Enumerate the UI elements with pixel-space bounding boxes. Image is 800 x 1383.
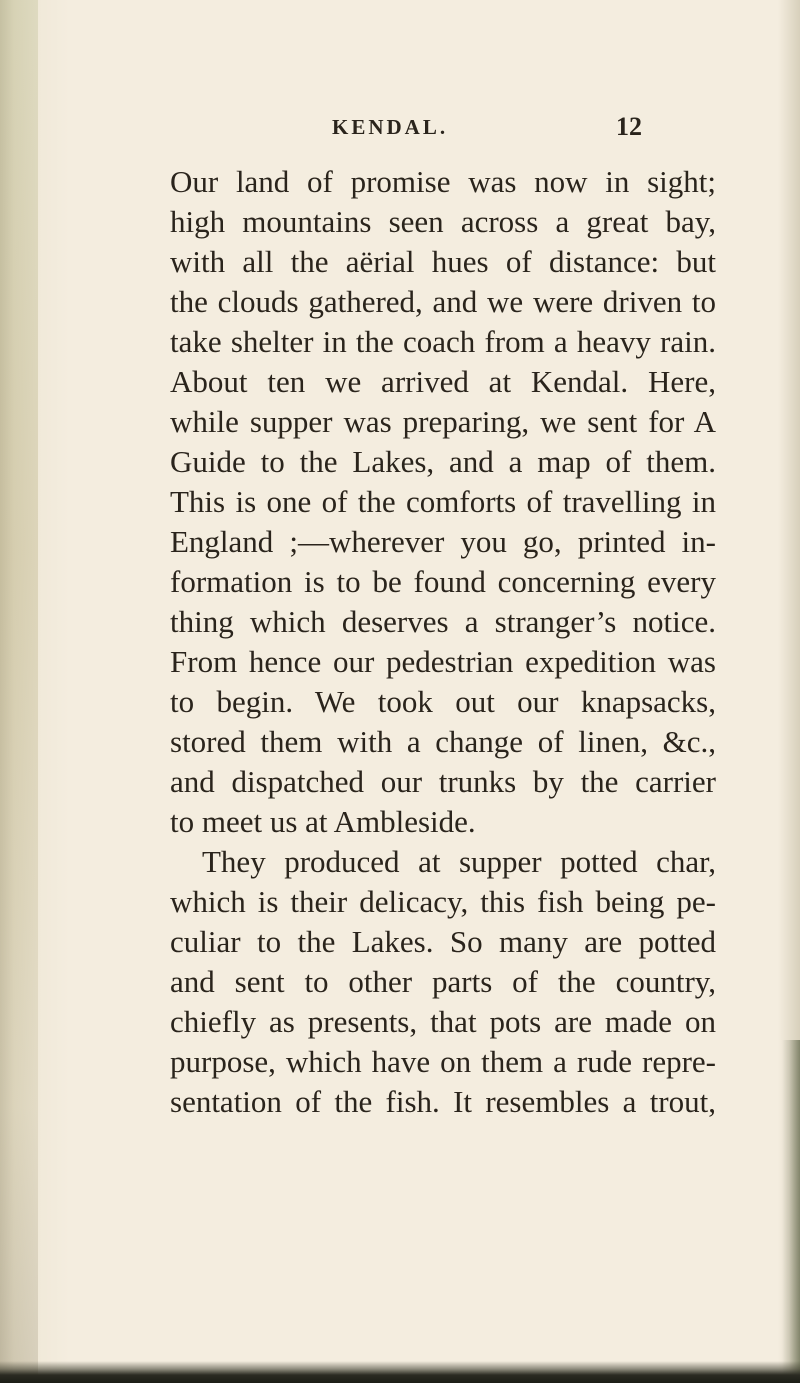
- text-line: the clouds gathered, and we were driven to: [170, 284, 716, 319]
- text-line: They produced at supper potted char,: [202, 844, 716, 879]
- right-page-edge: [782, 1040, 800, 1383]
- text-line: to meet us at Ambleside.: [170, 804, 476, 839]
- text-line: From hence our pedestrian expedition was: [170, 644, 716, 679]
- text-line: This is one of the comforts of travelling in: [170, 484, 716, 519]
- text-line: thing which deserves a stranger’s notice.: [170, 604, 716, 639]
- body-text: [170, 162, 716, 1122]
- text-line: About ten we arrived at Kendal. Here,: [170, 364, 716, 399]
- text-line: culiar to the Lakes. So many are potted: [170, 924, 716, 959]
- text-line: high mountains seen across a great bay,: [170, 204, 716, 239]
- text-line: Guide to the Lakes, and a map of them.: [170, 444, 716, 479]
- text-line: sentation of the fish. It resembles a trout,: [170, 1084, 716, 1119]
- text-line: and sent to other parts of the country,: [170, 964, 716, 999]
- running-head: KENDAL.: [332, 115, 449, 139]
- text-line: with all the aërial hues of distance: but: [170, 244, 716, 279]
- text-line: take shelter in the coach from a heavy rain.: [170, 324, 716, 359]
- text-line: stored them with a change of linen, &c.,: [170, 724, 716, 759]
- bottom-page-edge: [0, 1361, 800, 1383]
- page-header: [0, 112, 800, 148]
- left-margin-stain: [0, 0, 38, 1383]
- page-number: 12: [616, 112, 642, 141]
- text-line: while supper was preparing, we sent for A: [170, 404, 716, 439]
- text-line: and dispatched our trunks by the carrier: [170, 764, 716, 799]
- text-line: to begin. We took out our knapsacks,: [170, 684, 716, 719]
- text-line: which is their delicacy, this fish being pe-: [170, 884, 716, 919]
- text-line: formation is to be found concerning every: [170, 564, 716, 599]
- text-line: Our land of promise was now in sight;: [170, 164, 716, 199]
- text-line: England ;—wherever you go, printed in-: [170, 524, 716, 559]
- text-line: purpose, which have on them a rude repre-: [170, 1044, 716, 1079]
- text-line: chiefly as presents, that pots are made on: [170, 1004, 716, 1039]
